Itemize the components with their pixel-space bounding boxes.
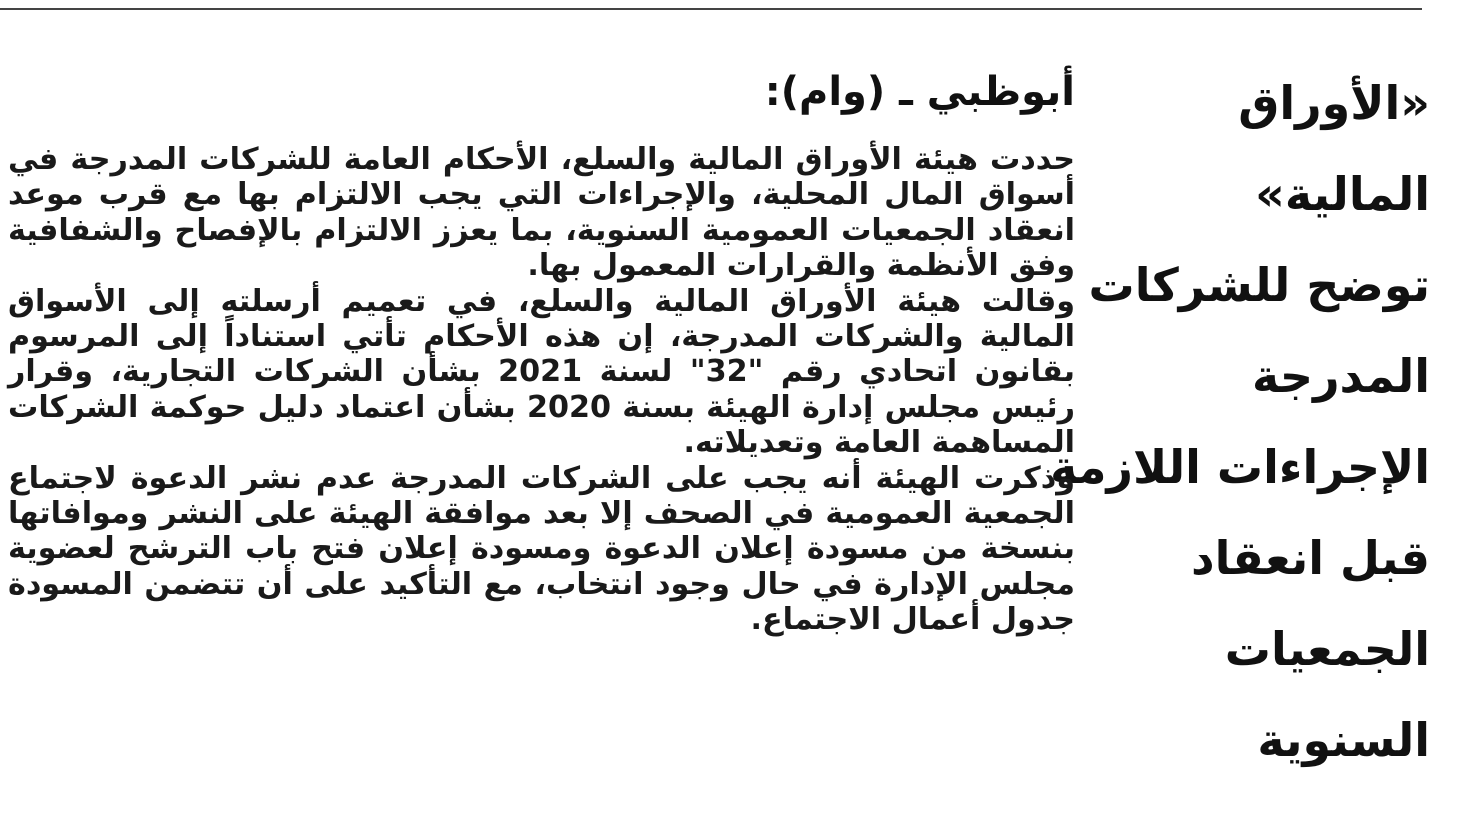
- headline-line: المالية»: [1255, 167, 1430, 221]
- headline-line: السنوية: [1257, 713, 1430, 767]
- headline-line: قبل انعقاد: [1191, 531, 1430, 585]
- article-dateline: أبوظبي ـ (وام):: [764, 69, 1075, 115]
- article-paragraph-2: وقالت هيئة الأوراق المالية والسلع، في تعميم أرسلته إلى الأسواق المالية والشركات المدرجة، إن هذه الأحكام تأتي استناداً إلى المرسوم بقانون اتحادي رقم "32" لسنة 2021 بشأن الشركات التجارية، وقرار رئيس مجلس إدارة الهيئة بسنة 2020 بشأن اعتماد دليل حوكمة الشركات المساهمة العامة وتعديلاته.: [8, 283, 1075, 461]
- headline-line: المدرجة: [1252, 349, 1430, 403]
- article-headline: [1050, 58, 1430, 786]
- article-body: [8, 62, 1075, 638]
- headline-line: الإجراءات اللازمة: [1050, 440, 1430, 494]
- headline-line: توضح للشركات: [1088, 258, 1430, 312]
- article-paragraph-1: حددت هيئة الأوراق المالية والسلع، الأحكام العامة للشركات المدرجة في أسواق المال المحلية، والإجراءات التي يجب الالتزام بها مع قرب موعد انعقاد الجمعيات العمومية السنوية، بما يعزز الالتزام بالإفصاح والشفافية وفق الأنظمة والقرارات المعمول بها.: [8, 142, 1075, 284]
- headline-line: الجمعيات: [1224, 622, 1430, 676]
- article-paragraph-3: وذكرت الهيئة أنه يجب على الشركات المدرجة عدم نشر الدعوة لاجتماع الجمعية العمومية في الصحف إلا بعد موافقة الهيئة على النشر وموافاتها بنسخة من مسودة إعلان الدعوة ومسودة إعلان فتح باب الترشح لعضوية مجلس الإدارة في حال وجود انتخاب، مع التأكيد على أن تتضمن المسودة جدول أعمال الاجتماع.: [8, 460, 1075, 638]
- headline-line: «الأوراق: [1238, 76, 1430, 130]
- top-divider-rule: [0, 8, 1422, 10]
